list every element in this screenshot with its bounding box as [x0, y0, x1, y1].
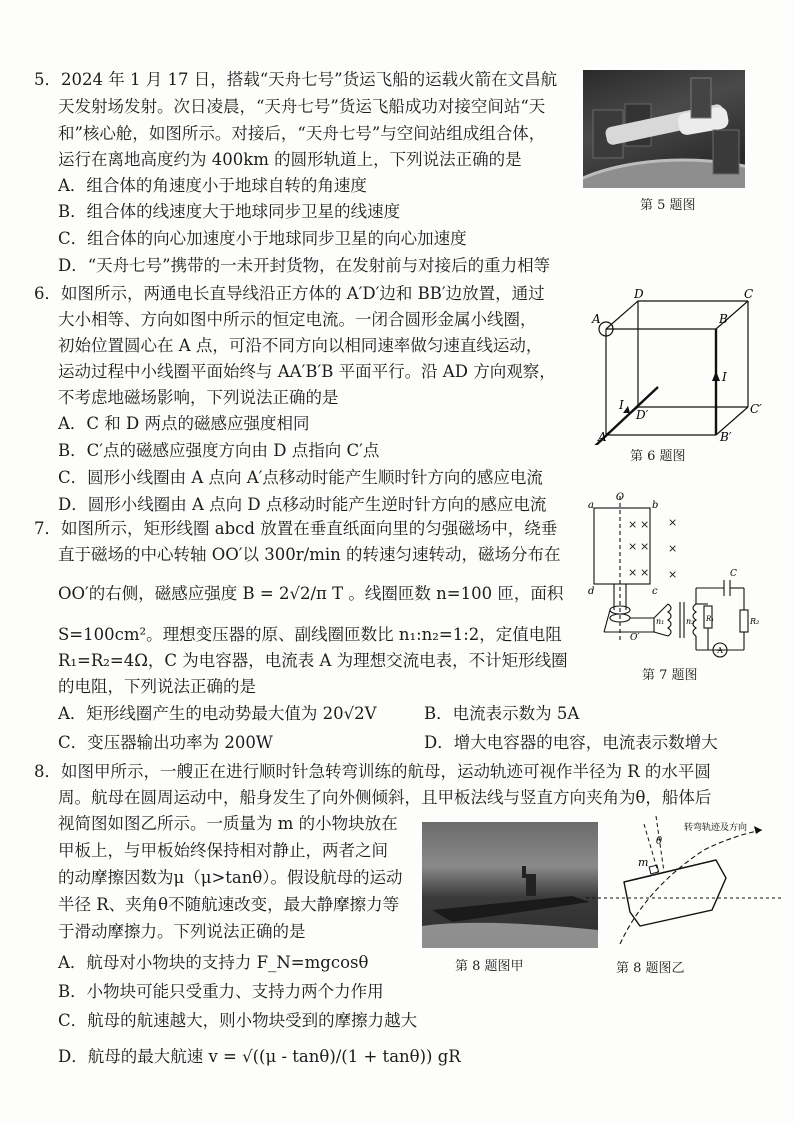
q8-line-7: 于滑动摩擦力。下列说法正确的是: [58, 922, 306, 941]
track-label: 转弯轨迹及方向: [684, 823, 748, 833]
q5-line-3: 和”核心舱，如图所示。对接后，“天舟七号”与空间站组成组合体，: [58, 124, 546, 143]
label-o: O: [615, 492, 625, 503]
label-c-prime: C′: [750, 402, 762, 416]
svg-text:×: ×: [628, 518, 638, 531]
q7-line-4: S=100cm²。理想变压器的原、副线圈匝数比 n₁:n₂=1:2，定值电阻: [58, 625, 562, 644]
q5-line-1: 5．2024 年 1 月 17 日，搭载“天舟七号”货运飞船的运载火箭在文昌航: [34, 70, 558, 89]
q6-option-d: D．圆形小线圈由 A 点向 D 点移动时能产生逆时针方向的感应电流: [58, 495, 547, 514]
cube-diagram: [586, 285, 776, 445]
label-n2: n₂: [686, 617, 695, 626]
q7-line-2: 直于磁场的中心转轴 OO′以 300r/min 的转速匀速转动，磁场分布在: [58, 545, 561, 564]
q6-line-2: 大小相等、方向如图中所示的恒定电流。一闭合圆形金属小线圈，: [58, 310, 537, 329]
label-c: c: [652, 586, 658, 597]
q8-line-1: 8．如图甲所示，一艘正在进行顺时针急转弯训练的航母，运动轨迹可视作半径为 R 的水平圆: [34, 762, 711, 781]
q8-line-5: 的动摩擦因数为μ（μ>tanθ）。假设航母的运动: [58, 868, 403, 887]
label-d-prime: D′: [636, 408, 649, 422]
space-station-photo: [583, 70, 745, 188]
label-n1: n₁: [656, 617, 665, 626]
q8-option-b: B．小物块可能只受重力、支持力两个力作用: [58, 982, 384, 1001]
svg-text:×: ×: [640, 518, 650, 531]
label-current-i: I: [722, 370, 727, 384]
q6-option-a: A．C 和 D 两点的磁感应强度相同: [58, 414, 310, 433]
carrier-rear-view-diagram: [586, 816, 782, 952]
q8-figure-b-caption: 第 8 题图乙: [616, 961, 685, 976]
q6-line-3: 初始位置圆心在 A 点，可沿不同方向以相同速率做匀速直线运动，: [58, 336, 543, 355]
current-arrow-icon: [623, 406, 630, 413]
label-r1: R₁: [706, 615, 715, 623]
ammeter-icon: A: [717, 646, 723, 655]
turning-track: [620, 830, 762, 944]
q8-line-6: 半径 R、夹角θ不随航速改变，最大静摩擦力等: [58, 895, 400, 914]
q6-line-5: 不考虑地磁场影响，下列说法正确的是: [58, 388, 339, 407]
label-current-i-2: I: [619, 398, 624, 412]
q6-line-4: 运动过程中小线圈平面始终与 AA′B′B 平面平行。沿 AD 方向观察，: [58, 362, 556, 381]
label-b-prime: B′: [720, 430, 732, 444]
q5-option-d: D．“天舟七号”携带的一未开封货物，在发射前与对接后的重力相等: [58, 256, 551, 275]
svg-text:×: ×: [668, 542, 678, 555]
q7-line-5: R₁=R₂=4Ω，C 为电容器，电流表 A 为理想交流电表，不计矩形线圈: [58, 651, 568, 670]
label-a-prime: A′: [598, 430, 610, 444]
current-arrow-icon: [712, 371, 720, 381]
q8-option-c: C．航母的航速越大，则小物块受到的摩擦力越大: [58, 1011, 418, 1030]
svg-text:×: ×: [628, 540, 638, 553]
q5-option-c: C．组合体的向心加速度小于地球同步卫星的向心加速度: [58, 229, 467, 248]
q7-option-b: B．电流表示数为 5A: [424, 704, 580, 723]
q7-line-6: 的电阻，下列说法正确的是: [58, 677, 256, 696]
label-r2: R₂: [750, 617, 760, 626]
q5-line-4: 运行在离地高度约为 400km 的圆形轨道上，下列说法正确的是: [58, 150, 522, 169]
q5-option-b: B．组合体的线速度大于地球同步卫星的线速度: [58, 202, 401, 221]
label-b: B: [719, 312, 728, 326]
small-block: [649, 865, 658, 874]
q5-option-a: A．组合体的角速度小于地球自转的角速度: [58, 176, 367, 195]
q6-line-1: 6．如图所示，两通电长直导线沿正方体的 A′D′边和 BB′边放置，通过: [34, 284, 545, 303]
q7-option-c: C．变压器输出功率为 200W: [58, 733, 273, 752]
q8-line-4: 甲板上，与甲板始终保持相对静止，两者之间: [58, 841, 388, 860]
label-d: d: [588, 586, 595, 597]
q6-figure-caption: 第 6 题图: [630, 449, 686, 464]
svg-text:×: ×: [640, 540, 650, 553]
svg-text:×: ×: [640, 566, 650, 579]
q6-option-c: C．圆形小线圈由 A 点向 A′点移动时能产生顺时针方向的感应电流: [58, 468, 543, 487]
q5-figure-caption: 第 5 题图: [640, 198, 696, 213]
label-o-prime: O′: [630, 633, 640, 643]
q7-figure-caption: 第 7 题图: [642, 668, 698, 683]
q7-line-3: OO′的右侧，磁感应强度 B = 2√2/π T 。线圈匝数 n=100 匝，面积: [58, 584, 564, 603]
q6-option-b: B．C′点的磁感应强度方向由 D 点指向 C′点: [58, 441, 380, 460]
svg-text:×: ×: [668, 516, 678, 529]
label-c: C: [744, 287, 754, 301]
q8-line-2: 周。航母在圆周运动中，船身发生了向外侧倾斜，且甲板法线与竖直方向夹角为θ，船体后: [58, 788, 712, 807]
aircraft-carrier-photo: [422, 822, 598, 948]
svg-text:×: ×: [628, 566, 638, 579]
track-arrow-icon: [754, 826, 762, 834]
q8-line-3: 视简图如图乙所示。一质量为 m 的小物块放在: [58, 814, 398, 833]
q7-option-d: D．增大电容器的电容，电流表示数增大: [424, 733, 718, 752]
q5-line-2: 天发射场发射。次日凌晨，“天舟七号”货运飞船成功对接空间站“天: [58, 97, 546, 116]
label-theta: θ: [656, 836, 663, 847]
q7-line-1: 7．如图所示，矩形线圈 abcd 放置在垂直纸面向里的匀强磁场中，绕垂: [34, 519, 558, 538]
q8-figure-a-caption: 第 8 题图甲: [455, 959, 524, 974]
label-capacitor: C: [730, 569, 737, 579]
magnetic-field-marks: [628, 516, 677, 581]
q8-option-a: A．航母对小物块的支持力 F_N=mgcosθ: [58, 953, 369, 972]
coil-transformer-diagram: [584, 492, 774, 660]
q8-option-d: D．航母的最大航速 v = √((μ - tanθ)/(1 + tanθ)) gR: [58, 1047, 461, 1066]
q7-option-a: A．矩形线圈产生的电动势最大值为 20√2V: [58, 704, 377, 723]
label-b: b: [652, 500, 659, 511]
label-a: A: [592, 312, 601, 326]
label-d: D: [634, 287, 644, 301]
label-m: m: [638, 856, 649, 869]
svg-text:×: ×: [668, 568, 678, 581]
label-a: a: [588, 500, 594, 511]
